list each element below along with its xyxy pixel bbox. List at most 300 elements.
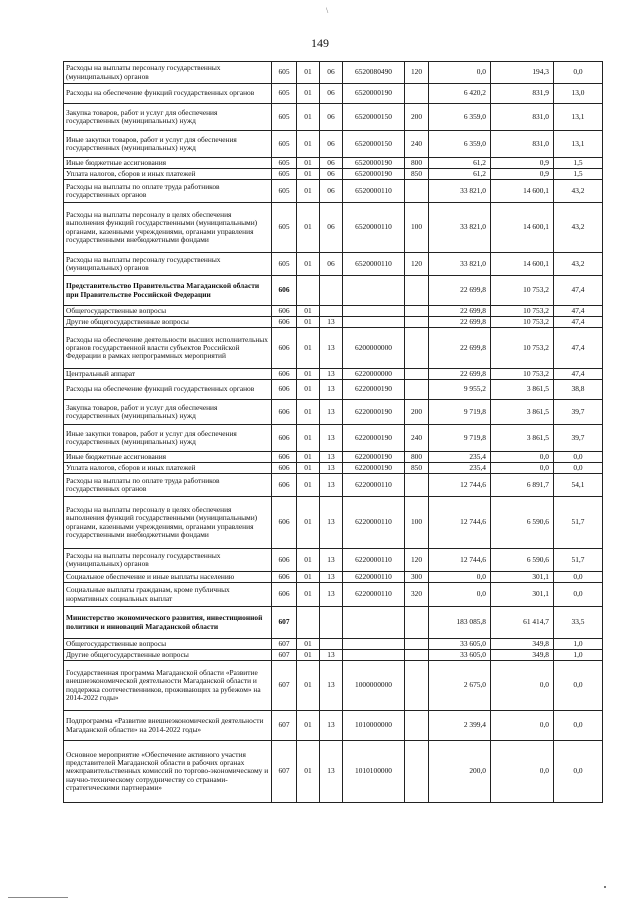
target-article-code: 6520000190: [343, 169, 405, 180]
row-name: Центральный аппарат: [64, 369, 272, 380]
plan-amount: 6 359,0: [429, 104, 491, 131]
expense-type-code: 800: [405, 452, 429, 463]
subsection-code: 13: [320, 328, 343, 369]
table-row: [64, 104, 603, 131]
budget-table: [63, 61, 603, 803]
execution-percent: 39,7: [554, 400, 603, 425]
section-code: 01: [297, 549, 320, 572]
execution-percent: 13,1: [554, 104, 603, 131]
executed-amount: 10 753,2: [491, 328, 554, 369]
plan-amount: 0,0: [429, 62, 491, 84]
subsection-code: 13: [320, 317, 343, 328]
grbs-code: 606: [272, 452, 297, 463]
row-name: Расходы на обеспечение деятельности высших исполнительных органов государственной власти субъектов Российской Федерации в рамках непрограммных мероприятий: [64, 328, 272, 369]
scan-mark: \: [326, 6, 329, 15]
section-code: 01: [297, 158, 320, 169]
subsection-code: 13: [320, 650, 343, 661]
expense-type-code: 200: [405, 400, 429, 425]
executed-amount: 194,3: [491, 62, 554, 84]
plan-amount: 6 420,2: [429, 84, 491, 104]
target-article-code: 6520000190: [343, 158, 405, 169]
executed-amount: 3 861,5: [491, 400, 554, 425]
row-name: Государственная программа Магаданской области «Развитие внешнеэкономической деятельности Магаданской области и поддержка соотечественников, проживающих за рубежом» на 2014-2022 годы»: [64, 661, 272, 711]
grbs-code: 606: [272, 474, 297, 497]
execution-percent: 0,0: [554, 463, 603, 474]
plan-amount: 9 719,8: [429, 400, 491, 425]
executed-amount: 0,9: [491, 169, 554, 180]
subsection-code: 06: [320, 253, 343, 276]
execution-percent: 47,4: [554, 317, 603, 328]
expense-type-code: [405, 369, 429, 380]
grbs-code: 605: [272, 104, 297, 131]
row-name: Иные закупки товаров, работ и услуг для обеспечения государственных (муниципальных) нужд: [64, 425, 272, 452]
execution-percent: 47,4: [554, 369, 603, 380]
expense-type-code: [405, 711, 429, 741]
grbs-code: 607: [272, 607, 297, 639]
row-name: Социальное обеспечение и иные выплаты населению: [64, 572, 272, 583]
plan-amount: 0,0: [429, 572, 491, 583]
target-article-code: 1010100000: [343, 741, 405, 803]
section-code: 01: [297, 131, 320, 158]
row-name: Иные закупки товаров, работ и услуг для обеспечения государственных (муниципальных) нужд: [64, 131, 272, 158]
executed-amount: 349,8: [491, 650, 554, 661]
section-code: 01: [297, 497, 320, 549]
execution-percent: 51,7: [554, 497, 603, 549]
table-row: [64, 741, 603, 803]
execution-percent: 51,7: [554, 549, 603, 572]
row-name: Основное мероприятие «Обеспечение активного участия представителей Магаданской области в рабочих органах межправительственных комиссий по торгово-экономическому и научно-техническому сотрудничеству со странами-стратегическими партнерами»: [64, 741, 272, 803]
target-article-code: [343, 650, 405, 661]
grbs-code: 606: [272, 328, 297, 369]
row-name: Иные бюджетные ассигнования: [64, 452, 272, 463]
subsection-code: 06: [320, 169, 343, 180]
plan-amount: 33 605,0: [429, 650, 491, 661]
target-article-code: 6220000110: [343, 583, 405, 607]
grbs-code: 605: [272, 158, 297, 169]
plan-amount: 22 699,8: [429, 276, 491, 306]
expense-type-code: [405, 474, 429, 497]
plan-amount: 33 821,0: [429, 180, 491, 203]
plan-amount: 235,4: [429, 463, 491, 474]
expense-type-code: 320: [405, 583, 429, 607]
execution-percent: 0,0: [554, 711, 603, 741]
executed-amount: 3 861,5: [491, 380, 554, 400]
expense-type-code: [405, 607, 429, 639]
row-name: Уплата налогов, сборов и иных платежей: [64, 169, 272, 180]
executed-amount: 831,0: [491, 104, 554, 131]
subsection-code: 13: [320, 369, 343, 380]
target-article-code: 6220000110: [343, 549, 405, 572]
table-row: [64, 84, 603, 104]
row-name: Социальные выплаты гражданам, кроме публичных нормативных социальных выплат: [64, 583, 272, 607]
table-row: [64, 62, 603, 84]
table-row: [64, 306, 603, 317]
table-row: [64, 369, 603, 380]
target-article-code: 6220000190: [343, 463, 405, 474]
plan-amount: 9 719,8: [429, 425, 491, 452]
subsection-code: 06: [320, 131, 343, 158]
target-article-code: 6220000190: [343, 425, 405, 452]
execution-percent: 43,2: [554, 180, 603, 203]
grbs-code: 606: [272, 369, 297, 380]
target-article-code: 6200000000: [343, 328, 405, 369]
row-name: Расходы на выплаты персоналу государственных (муниципальных) органов: [64, 253, 272, 276]
execution-percent: 1,0: [554, 650, 603, 661]
section-code: 01: [297, 474, 320, 497]
subsection-code: 13: [320, 425, 343, 452]
target-article-code: [343, 607, 405, 639]
section-code: 01: [297, 104, 320, 131]
target-article-code: 6520000150: [343, 104, 405, 131]
grbs-code: 605: [272, 62, 297, 84]
subsection-code: [320, 276, 343, 306]
row-name: Представительство Правительства Магаданской области при Правительстве Российской Федерации: [64, 276, 272, 306]
table-row: [64, 328, 603, 369]
expense-type-code: [405, 317, 429, 328]
expense-type-code: [405, 306, 429, 317]
execution-percent: 54,1: [554, 474, 603, 497]
table-row: [64, 253, 603, 276]
execution-percent: 0,0: [554, 452, 603, 463]
target-article-code: 6520000150: [343, 131, 405, 158]
subsection-code: 13: [320, 572, 343, 583]
table-row: [64, 425, 603, 452]
target-article-code: 1000000000: [343, 661, 405, 711]
plan-amount: 6 359,0: [429, 131, 491, 158]
subsection-code: 13: [320, 400, 343, 425]
table-row: [64, 583, 603, 607]
executed-amount: 831,9: [491, 84, 554, 104]
plan-amount: 22 699,8: [429, 317, 491, 328]
plan-amount: 9 955,2: [429, 380, 491, 400]
grbs-code: 605: [272, 253, 297, 276]
table-row: [64, 607, 603, 639]
section-code: 01: [297, 306, 320, 317]
table-row: [64, 639, 603, 650]
section-code: 01: [297, 572, 320, 583]
execution-percent: 1,0: [554, 639, 603, 650]
table-row: [64, 474, 603, 497]
subsection-code: 13: [320, 452, 343, 463]
grbs-code: 606: [272, 549, 297, 572]
section-code: 01: [297, 317, 320, 328]
table-row: [64, 661, 603, 711]
executed-amount: 349,8: [491, 639, 554, 650]
executed-amount: 0,0: [491, 711, 554, 741]
row-name: Расходы на выплаты персоналу в целях обеспечения выполнения функций государственными (муниципальными) органами, казенными учреждениями, органами управления государственными внебюджетными фондами: [64, 497, 272, 549]
subsection-code: 06: [320, 62, 343, 84]
table-row: [64, 497, 603, 549]
grbs-code: 605: [272, 131, 297, 158]
grbs-code: 606: [272, 463, 297, 474]
grbs-code: 606: [272, 425, 297, 452]
grbs-code: 605: [272, 169, 297, 180]
expense-type-code: [405, 741, 429, 803]
section-code: [297, 607, 320, 639]
target-article-code: 6520000190: [343, 84, 405, 104]
section-code: 01: [297, 253, 320, 276]
table-row: [64, 711, 603, 741]
table-row: [64, 276, 603, 306]
execution-percent: 0,0: [554, 661, 603, 711]
grbs-code: 606: [272, 497, 297, 549]
expense-type-code: 240: [405, 425, 429, 452]
target-article-code: 6220000190: [343, 452, 405, 463]
grbs-code: 605: [272, 203, 297, 253]
executed-amount: 10 753,2: [491, 317, 554, 328]
row-name: Иные бюджетные ассигнования: [64, 158, 272, 169]
row-name: Подпрограмма «Развитие внешнеэкономической деятельности Магаданской области» на 2014-2022 годы»: [64, 711, 272, 741]
subsection-code: 13: [320, 711, 343, 741]
execution-percent: 47,4: [554, 328, 603, 369]
execution-percent: 43,2: [554, 253, 603, 276]
subsection-code: 13: [320, 549, 343, 572]
row-name: Другие общегосударственные вопросы: [64, 317, 272, 328]
executed-amount: 0,0: [491, 661, 554, 711]
executed-amount: 14 600,1: [491, 203, 554, 253]
executed-amount: 61 414,7: [491, 607, 554, 639]
section-code: 01: [297, 369, 320, 380]
expense-type-code: 200: [405, 104, 429, 131]
plan-amount: 0,0: [429, 583, 491, 607]
expense-type-code: [405, 84, 429, 104]
subsection-code: 13: [320, 463, 343, 474]
execution-percent: 1,5: [554, 169, 603, 180]
plan-amount: 33 821,0: [429, 203, 491, 253]
section-code: 01: [297, 741, 320, 803]
section-code: 01: [297, 84, 320, 104]
section-code: 01: [297, 169, 320, 180]
row-name: Расходы на выплаты персоналу государственных (муниципальных) органов: [64, 62, 272, 84]
section-code: 01: [297, 452, 320, 463]
expense-type-code: [405, 639, 429, 650]
executed-amount: 0,9: [491, 158, 554, 169]
grbs-code: 605: [272, 84, 297, 104]
grbs-code: 605: [272, 180, 297, 203]
row-name: Уплата налогов, сборов и иных платежей: [64, 463, 272, 474]
expense-type-code: 800: [405, 158, 429, 169]
subsection-code: 13: [320, 583, 343, 607]
section-code: [297, 276, 320, 306]
expense-type-code: 100: [405, 497, 429, 549]
target-article-code: 6220000000: [343, 369, 405, 380]
execution-percent: 13,1: [554, 131, 603, 158]
grbs-code: 607: [272, 650, 297, 661]
executed-amount: 6 590,6: [491, 497, 554, 549]
table-row: [64, 452, 603, 463]
row-name: Расходы на обеспечение функций государственных органов: [64, 84, 272, 104]
row-name: Расходы на выплаты персоналу в целях обеспечения выполнения функций государственными (муниципальными) органами, казенными учреждениями, органами управления государственными внебюджетными фондами: [64, 203, 272, 253]
expense-type-code: 120: [405, 253, 429, 276]
target-article-code: 6220000190: [343, 400, 405, 425]
grbs-code: 606: [272, 317, 297, 328]
executed-amount: 10 753,2: [491, 369, 554, 380]
grbs-code: 606: [272, 572, 297, 583]
table-row: [64, 131, 603, 158]
executed-amount: 14 600,1: [491, 253, 554, 276]
expense-type-code: [405, 650, 429, 661]
table-row: [64, 203, 603, 253]
execution-percent: 39,7: [554, 425, 603, 452]
executed-amount: 0,0: [491, 463, 554, 474]
table-body: [64, 62, 603, 803]
subsection-code: 06: [320, 158, 343, 169]
section-code: 01: [297, 711, 320, 741]
target-article-code: [343, 276, 405, 306]
grbs-code: 607: [272, 661, 297, 711]
target-article-code: 1010000000: [343, 711, 405, 741]
subsection-code: 06: [320, 84, 343, 104]
execution-percent: 13,0: [554, 84, 603, 104]
section-code: 01: [297, 180, 320, 203]
subsection-code: 13: [320, 497, 343, 549]
section-code: 01: [297, 639, 320, 650]
executed-amount: 6 590,6: [491, 549, 554, 572]
row-name: Общегосударственные вопросы: [64, 639, 272, 650]
grbs-code: 606: [272, 583, 297, 607]
execution-percent: 0,0: [554, 62, 603, 84]
target-article-code: 6220000110: [343, 497, 405, 549]
grbs-code: 607: [272, 741, 297, 803]
subsection-code: 06: [320, 104, 343, 131]
plan-amount: 61,2: [429, 169, 491, 180]
executed-amount: 6 891,7: [491, 474, 554, 497]
subsection-code: 06: [320, 180, 343, 203]
subsection-code: [320, 639, 343, 650]
plan-amount: 22 699,8: [429, 328, 491, 369]
plan-amount: 2 675,0: [429, 661, 491, 711]
plan-amount: 12 744,6: [429, 474, 491, 497]
expense-type-code: 120: [405, 549, 429, 572]
subsection-code: [320, 607, 343, 639]
executed-amount: 831,0: [491, 131, 554, 158]
row-name: Другие общегосударственные вопросы: [64, 650, 272, 661]
expense-type-code: 100: [405, 203, 429, 253]
table-row: [64, 463, 603, 474]
table-row: [64, 650, 603, 661]
subsection-code: [320, 306, 343, 317]
section-code: 01: [297, 380, 320, 400]
grbs-code: 606: [272, 400, 297, 425]
table-row: [64, 400, 603, 425]
expense-type-code: [405, 661, 429, 711]
expense-type-code: 300: [405, 572, 429, 583]
target-article-code: 6220000110: [343, 572, 405, 583]
plan-amount: 235,4: [429, 452, 491, 463]
executed-amount: 3 861,5: [491, 425, 554, 452]
section-code: 01: [297, 62, 320, 84]
grbs-code: 607: [272, 639, 297, 650]
subsection-code: 13: [320, 474, 343, 497]
execution-percent: 1,5: [554, 158, 603, 169]
execution-percent: 33,5: [554, 607, 603, 639]
grbs-code: 606: [272, 276, 297, 306]
row-name: Закупка товаров, работ и услуг для обеспечения государственных (муниципальных) нужд: [64, 400, 272, 425]
plan-amount: 33 605,0: [429, 639, 491, 650]
target-article-code: 6220000190: [343, 380, 405, 400]
expense-type-code: 120: [405, 62, 429, 84]
scan-speck: [604, 886, 606, 888]
execution-percent: 43,2: [554, 203, 603, 253]
section-code: 01: [297, 650, 320, 661]
row-name: Расходы на выплаты по оплате труда работников государственных органов: [64, 474, 272, 497]
plan-amount: 2 399,4: [429, 711, 491, 741]
plan-amount: 22 699,8: [429, 306, 491, 317]
plan-amount: 12 744,6: [429, 549, 491, 572]
table-row: [64, 169, 603, 180]
table-row: [64, 180, 603, 203]
execution-percent: 0,0: [554, 741, 603, 803]
execution-percent: 47,4: [554, 276, 603, 306]
execution-percent: 0,0: [554, 583, 603, 607]
execution-percent: 47,4: [554, 306, 603, 317]
grbs-code: 606: [272, 306, 297, 317]
target-article-code: [343, 639, 405, 650]
page-number: 149: [311, 36, 329, 50]
table-row: [64, 572, 603, 583]
subsection-code: 13: [320, 661, 343, 711]
executed-amount: 0,0: [491, 741, 554, 803]
subsection-code: 13: [320, 380, 343, 400]
section-code: 01: [297, 203, 320, 253]
section-code: 01: [297, 583, 320, 607]
table-row: [64, 549, 603, 572]
subsection-code: 06: [320, 203, 343, 253]
grbs-code: 606: [272, 380, 297, 400]
target-article-code: [343, 317, 405, 328]
table-row: [64, 317, 603, 328]
plan-amount: 22 699,8: [429, 369, 491, 380]
target-article-code: 6520000110: [343, 203, 405, 253]
plan-amount: 61,2: [429, 158, 491, 169]
executed-amount: 301,1: [491, 583, 554, 607]
grbs-code: 607: [272, 711, 297, 741]
executed-amount: 0,0: [491, 452, 554, 463]
expense-type-code: [405, 276, 429, 306]
plan-amount: 33 821,0: [429, 253, 491, 276]
expense-type-code: 850: [405, 463, 429, 474]
row-name: Министерство экономического развития, инвестиционной политики и инноваций Магаданской области: [64, 607, 272, 639]
section-code: 01: [297, 661, 320, 711]
executed-amount: 10 753,2: [491, 276, 554, 306]
executed-amount: 301,1: [491, 572, 554, 583]
target-article-code: 6520080490: [343, 62, 405, 84]
row-name: Расходы на выплаты персоналу государственных (муниципальных) органов: [64, 549, 272, 572]
plan-amount: 183 085,8: [429, 607, 491, 639]
execution-percent: 38,8: [554, 380, 603, 400]
row-name: Расходы на выплаты по оплате труда работников государственных органов: [64, 180, 272, 203]
row-name: Общегосударственные вопросы: [64, 306, 272, 317]
subsection-code: 13: [320, 741, 343, 803]
plan-amount: 12 744,6: [429, 497, 491, 549]
expense-type-code: 240: [405, 131, 429, 158]
section-code: 01: [297, 463, 320, 474]
target-article-code: 6520000110: [343, 253, 405, 276]
expense-type-code: 850: [405, 169, 429, 180]
expense-type-code: [405, 328, 429, 369]
table-row: [64, 158, 603, 169]
table-row: [64, 380, 603, 400]
row-name: Расходы на обеспечение функций государственных органов: [64, 380, 272, 400]
expense-type-code: [405, 380, 429, 400]
footnote-line: [8, 897, 68, 898]
row-name: Закупка товаров, работ и услуг для обеспечения государственных (муниципальных) нужд: [64, 104, 272, 131]
executed-amount: 10 753,2: [491, 306, 554, 317]
section-code: 01: [297, 400, 320, 425]
execution-percent: 0,0: [554, 572, 603, 583]
executed-amount: 14 600,1: [491, 180, 554, 203]
target-article-code: 6520000110: [343, 180, 405, 203]
